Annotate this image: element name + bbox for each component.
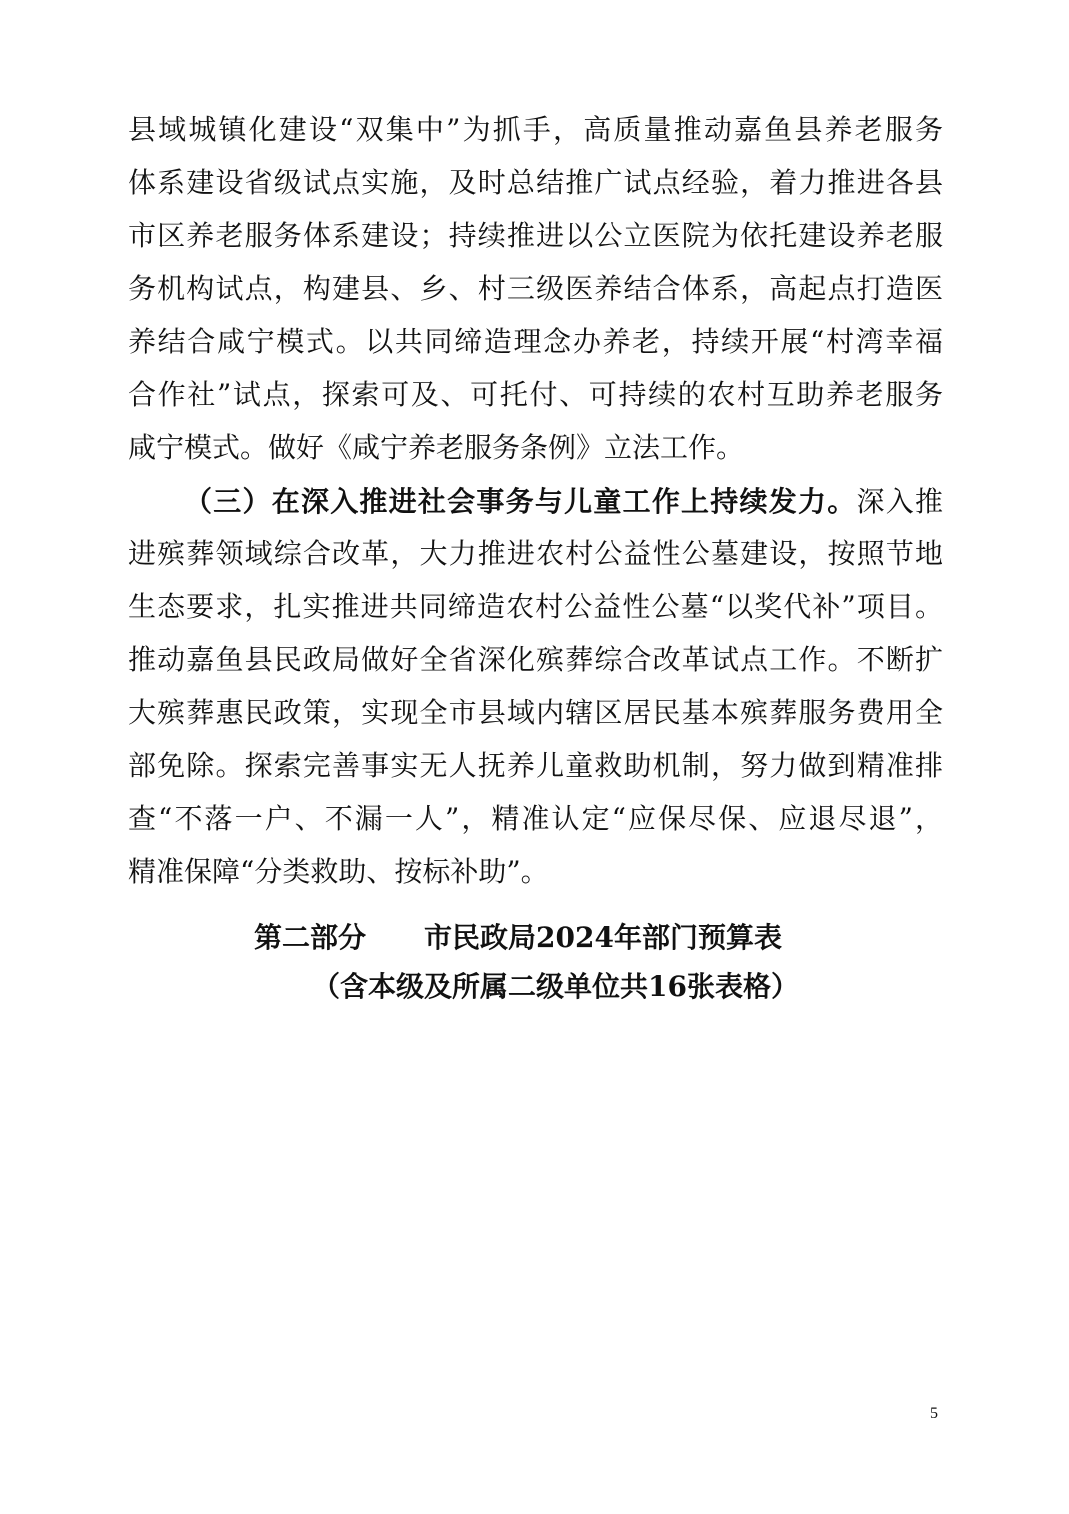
paragraph-3-line-4: 推动嘉鱼县民政局做好全省深化殡葬综合改革试点工作。不断扩 [128,643,943,676]
section-part-label: 第二部分 [254,921,367,954]
paragraph-2-line-2: 体系建设省级试点实施，及时总结推广试点经验，着力推进各县 [128,166,943,199]
paragraph-3-line-3: 生态要求，扎实推进共同缔造农村公益性公墓“以奖代补”项目。 [128,590,943,623]
section-title-text: 市民政局2024年部门预算表 [424,921,782,954]
paragraph-2-line-5: 养结合咸宁模式。以共同缔造理念办养老，持续开展“村湾幸福 [128,325,943,358]
paragraph-2-line-6: 合作社”试点，探索可及、可托付、可持续的农村互助养老服务 [128,378,943,411]
paragraph-3-line-6: 部免除。探索完善事实无人抚养儿童救助机制，努力做到精准排 [128,749,943,782]
paragraph-3-line-1 [184,482,943,522]
paragraph-2-line-1: 县域城镇化建设“双集中”为抓手，高质量推动嘉鱼县养老服务 [128,113,943,146]
paragraph-2-line-3: 市区养老服务体系建设；持续推进以公立医院为依托建设养老服 [128,219,943,252]
paragraph-2-line-4: 务机构试点，构建县、乡、村三级医养结合体系，高起点打造医 [128,272,943,305]
section-subtitle: （含本级及所属二级单位共16张表格） [312,970,799,1003]
paragraph-3-line-8: 精准保障“分类救助、按标补助”。 [128,855,549,888]
paragraph-3-first-line-rest: 深入推 [856,485,943,518]
paragraph-3-line-2: 进殡葬领域综合改革，大力推进农村公益性公墓建设，按照节地 [128,537,943,570]
paragraph-3-line-5: 大殡葬惠民政策，实现全市县域内辖区居民基本殡葬服务费用全 [128,696,943,729]
paragraph-3-line-7: 查“不落一户、不漏一人”，精准认定“应保尽保、应退尽退”， [128,802,943,835]
paragraph-2-line-7: 咸宁模式。做好《咸宁养老服务条例》立法工作。 [128,431,745,464]
paragraph-3-heading: （三）在深入推进社会事务与儿童工作上持续发力。 [184,485,857,518]
page-number: 5 [930,1405,938,1422]
section-title [254,918,782,958]
